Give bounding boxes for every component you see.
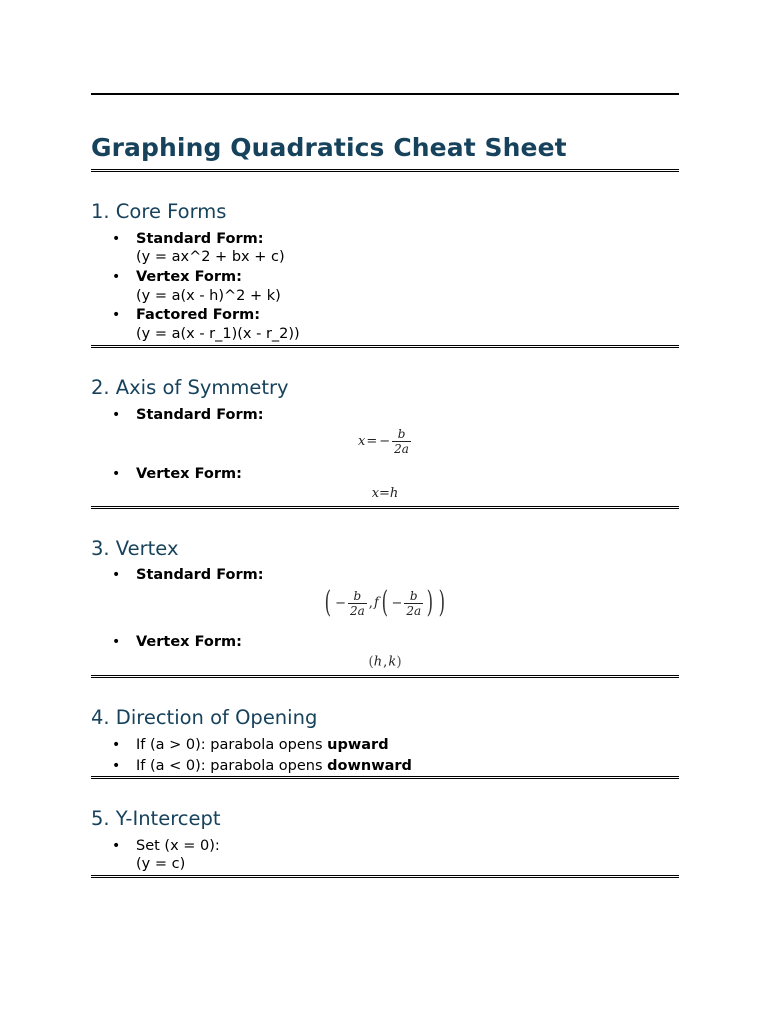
section-heading-direction: 4. Direction of Opening xyxy=(91,706,318,729)
item-emphasis: upward xyxy=(327,737,389,753)
section-divider xyxy=(91,345,679,348)
item-emphasis: downward xyxy=(327,758,412,774)
bullet: • xyxy=(112,269,121,285)
section-divider xyxy=(91,506,679,509)
section-divider xyxy=(91,675,679,678)
axis-formula-standard: x= − $\frac{b}{2a}$ xyxy=(358,427,409,456)
bullet: • xyxy=(112,634,121,650)
section-heading-y-intercept: 5. Y-Intercept xyxy=(91,807,221,830)
item-value: (y = a(x - r_1)(x - r_2)) xyxy=(136,326,300,342)
fraction: $\frac{b}{2a}$ xyxy=(406,588,422,618)
item-value: (y = ax^2 + bx + c) xyxy=(136,249,285,265)
section-divider xyxy=(91,776,679,779)
bullet: • xyxy=(112,466,121,482)
item-label: Factored Form: xyxy=(136,307,261,323)
section-heading-core-forms: 1. Core Forms xyxy=(91,200,227,223)
page-title: Graphing Quadratics Cheat Sheet xyxy=(91,133,567,162)
vertex-formula-vertex: (h,k) xyxy=(368,654,402,670)
item-text: If (a > 0): parabola opens xyxy=(136,737,328,753)
item-label: Standard Form: xyxy=(136,407,264,423)
item-label: Vertex Form: xyxy=(136,634,242,650)
bullet: • xyxy=(112,737,121,753)
item-text: If (a < 0): parabola opens xyxy=(136,758,328,774)
bullet: • xyxy=(112,307,121,323)
top-rule xyxy=(91,93,679,95)
item-value: (y = a(x - h)^2 + k) xyxy=(136,288,281,304)
item-text: Set (x = 0): xyxy=(136,838,220,854)
item-label: Vertex Form: xyxy=(136,466,242,482)
bullet: • xyxy=(112,838,121,854)
section-divider xyxy=(91,169,679,172)
item-label: Standard Form: xyxy=(136,567,264,583)
item-value: (y = c) xyxy=(136,856,186,872)
section-heading-vertex: 3. Vertex xyxy=(91,537,179,560)
bullet: • xyxy=(112,407,121,423)
bullet: • xyxy=(112,231,121,247)
vertex-formula-standard: ( − $\frac{b}{2a}$ ,f( − $\frac{b}{2a}$ ) ) xyxy=(325,585,445,620)
fraction: $\frac{b}{2a}$ xyxy=(350,588,365,618)
item-label: Standard Form: xyxy=(136,231,264,247)
section-divider xyxy=(91,875,679,878)
bullet: • xyxy=(112,758,121,774)
axis-formula-vertex: x=h xyxy=(371,486,399,501)
fraction: $\frac{b}{2a}$ xyxy=(394,427,409,456)
section-heading-axis-of-symmetry: 2. Axis of Symmetry xyxy=(91,376,289,399)
bullet: • xyxy=(112,567,121,583)
item-label: Vertex Form: xyxy=(136,269,242,285)
